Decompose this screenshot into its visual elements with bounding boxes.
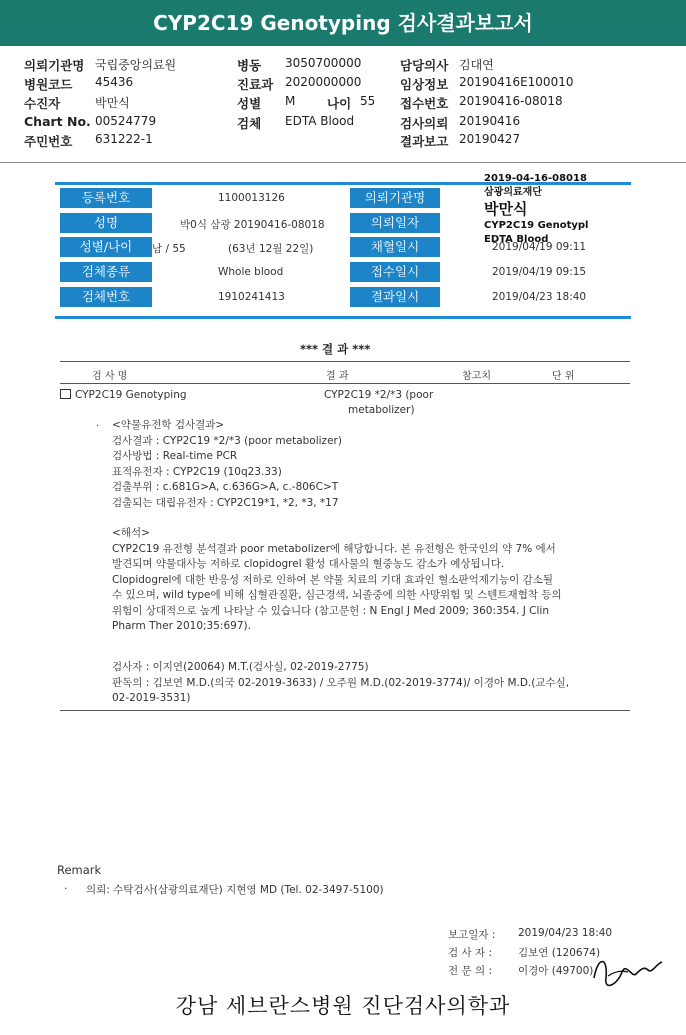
institution-label: 의뢰기관명 — [350, 188, 440, 208]
code-value: 45436 — [95, 75, 134, 89]
specimen-label-sticker — [484, 172, 588, 246]
rrn-value: 631222-1 — [95, 132, 153, 146]
col-unit: 단 위 — [552, 371, 575, 382]
col-test-name: 검 사 명 — [92, 371, 128, 382]
examinee-value: 박만식 — [95, 96, 130, 110]
report-date-value: 2019/04/23 18:40 — [518, 927, 613, 939]
test-name: CYP2C19 Genotyping — [75, 389, 187, 401]
dept-label: 진료과 — [237, 77, 274, 92]
col-reference: 참고치 — [462, 371, 491, 382]
ward-value: 3050700000 — [285, 56, 362, 70]
receipt-value: 20190416-08018 — [459, 94, 563, 108]
remark-bullet-icon: · — [64, 883, 68, 895]
report-label: 결과보고 — [400, 134, 449, 149]
pgx-method: 검사방법 : Real-time PCR — [112, 450, 238, 462]
sexage-value: 남 / 55 — [152, 243, 186, 255]
specimen-no-label: 검체번호 — [60, 287, 152, 307]
specialist-value: 이경아 (49700) — [518, 965, 594, 977]
specimen-label: 검체 — [237, 116, 262, 131]
request-date-label: 의뢰일자 — [350, 213, 440, 233]
pgx-results-block — [112, 418, 342, 511]
result-time-label: 결과일시 — [350, 287, 440, 307]
age-label: 나이 — [327, 96, 352, 111]
report-box-icon — [60, 389, 71, 399]
results-heading: *** 결 과 *** — [300, 342, 371, 356]
signature-mark — [588, 948, 668, 996]
results-header-rule — [60, 383, 630, 384]
sticker-patient-name: 박만식 — [484, 200, 528, 218]
rrn-label: 주민번호 — [24, 134, 73, 149]
birth-value: (63년 12월 22일) — [228, 243, 314, 255]
doctor-label: 담당의사 — [400, 58, 449, 73]
collect-label: 채혈일시 — [350, 237, 440, 257]
results-bottom-rule — [60, 710, 630, 711]
sex-value: M — [285, 94, 296, 108]
remark-title: Remark — [57, 863, 102, 877]
clinical-label: 임상정보 — [400, 77, 449, 92]
age-value: 55 — [360, 94, 376, 108]
report-title: CYP2C19 Genotyping 검사결과보고서 — [0, 0, 686, 46]
request-value: 20190416 — [459, 114, 521, 128]
patient-info-block — [0, 48, 686, 160]
clinical-value: 20190416E100010 — [459, 75, 574, 89]
code-label: 병원코드 — [24, 77, 73, 92]
col-result: 결 과 — [326, 371, 349, 382]
pgx-alleles: 검출되는 대립유전자 : CYP2C19*1, *2, *3, *17 — [112, 496, 339, 509]
header-divider — [0, 162, 686, 163]
chart-value: 00524779 — [95, 114, 157, 128]
specimen-value: EDTA Blood — [285, 114, 355, 128]
specimen-no-value: 1910241413 — [218, 291, 285, 303]
tester-value: 김보연 (120674) — [518, 947, 601, 959]
ward-label: 병동 — [237, 58, 262, 73]
collect-value: 2019/04/19 09:11 — [492, 241, 587, 253]
request-label: 검사의뢰 — [400, 116, 449, 131]
interp-line-6: Pharm Ther 2010;35:697). — [112, 620, 251, 632]
interp-title: <해석> — [112, 527, 150, 539]
hospital-value: 국립중앙의료원 — [95, 58, 177, 72]
receive-label: 접수일시 — [350, 262, 440, 282]
table-bottom-rule — [55, 316, 631, 319]
interp-line-1: CYP2C19 유전형 분석결과 poor metabolizer에 해당합니다. 본 유전형은 한국인의 약 7% 에서 — [112, 542, 556, 555]
receive-value: 2019/04/19 09:15 — [492, 266, 587, 278]
sticker-lab: 삼광의료재단 — [484, 186, 542, 198]
interp-line-5: 위험이 상대적으로 높게 나타날 수 있습니다 (참고문헌 : N Engl J Med 2009; 360:354. J Clin — [112, 604, 549, 617]
sticker-receipt-no: 2019-04-16-08018 — [484, 173, 587, 184]
tester-line: 검사자 : 이지연(20064) M.T.(검사실, 02-2019-2775) — [112, 661, 369, 673]
department-footer: 강남 세브란스병원 진단검사의학과 — [175, 994, 511, 1018]
interpretation-block — [112, 526, 562, 635]
examinee-label: 수진자 — [24, 96, 61, 111]
reg-no-value: 1100013126 — [218, 192, 285, 204]
pgx-title: <약물유전학 검사결과> — [112, 419, 225, 431]
specialist-label: 전 문 의 : — [448, 965, 492, 977]
pgx-result: 검사결과 : CYP2C19 *2/*3 (poor metabolizer) — [112, 434, 342, 447]
scanned-report — [0, 168, 686, 1008]
results-top-rule — [60, 361, 630, 362]
test-result-line-1: CYP2C19 *2/*3 (poor — [324, 389, 434, 401]
dept-value: 2020000000 — [285, 75, 362, 89]
specimen-type-label: 검체종류 — [60, 262, 152, 282]
sticker-specimen: EDTA Blood — [484, 233, 549, 245]
doctor-value: 김대연 — [459, 58, 494, 72]
test-row — [60, 389, 187, 401]
interp-line-3: Clopidogrel에 대한 반응성 저하로 인하여 본 약물 치료의 기대 효과인 혈소판억제기능이 감소될 — [112, 573, 554, 586]
reg-no-label: 등록번호 — [60, 188, 152, 208]
receipt-label: 접수번호 — [400, 96, 449, 111]
report-date-label: 보고일자 : — [448, 929, 496, 941]
interp-line-4: 수 있으며, wild type에 비해 심혈관질환, 심근경색, 뇌졸중에 의한 사망위험 및 스텐트재협착 등의 — [112, 589, 562, 601]
test-result-line-2: metabolizer) — [348, 404, 415, 416]
sex-label: 성별 — [237, 96, 262, 111]
report-value: 20190427 — [459, 132, 521, 146]
pgx-gene: 표적유전자 : CYP2C19 (10q23.33) — [112, 465, 282, 478]
result-time-value: 2019/04/23 18:40 — [492, 291, 587, 303]
hospital-label: 의뢰기관명 — [24, 58, 85, 73]
sticker-test: CYP2C19 Genotypl — [484, 220, 589, 232]
interp-line-2: 발견되며 약물대사능 저하로 clopidogrel 활성 대사물의 혈중농도 감소가 예상됩니다. — [112, 558, 505, 570]
remark-text: 의뢰: 수탁검사(삼광의료재단) 지현영 MD (Tel. 02-3497-5100) — [86, 884, 384, 896]
bullet-icon: · — [96, 420, 100, 432]
name-label: 성명 — [60, 213, 152, 233]
pgx-site: 검출부위 : c.681G>A, c.636G>A, c.-806C>T — [112, 481, 339, 493]
sexage-label: 성별/나이 — [60, 237, 152, 257]
chart-label: Chart No. — [24, 114, 91, 129]
tester-label: 검 사 자 : — [448, 947, 492, 959]
reader-line-1: 판독의 : 김보연 M.D.(의국 02-2019-3633) / 오주원 M.D.(02-2019-3774)/ 이경아 M.D.(교수실, — [112, 676, 570, 689]
name-value: 박0식 삼광 20190416-08018 — [180, 219, 325, 231]
personnel-block — [112, 660, 569, 707]
specimen-type-value: Whole blood — [218, 266, 284, 278]
reader-line-2: 02-2019-3531) — [112, 692, 191, 704]
